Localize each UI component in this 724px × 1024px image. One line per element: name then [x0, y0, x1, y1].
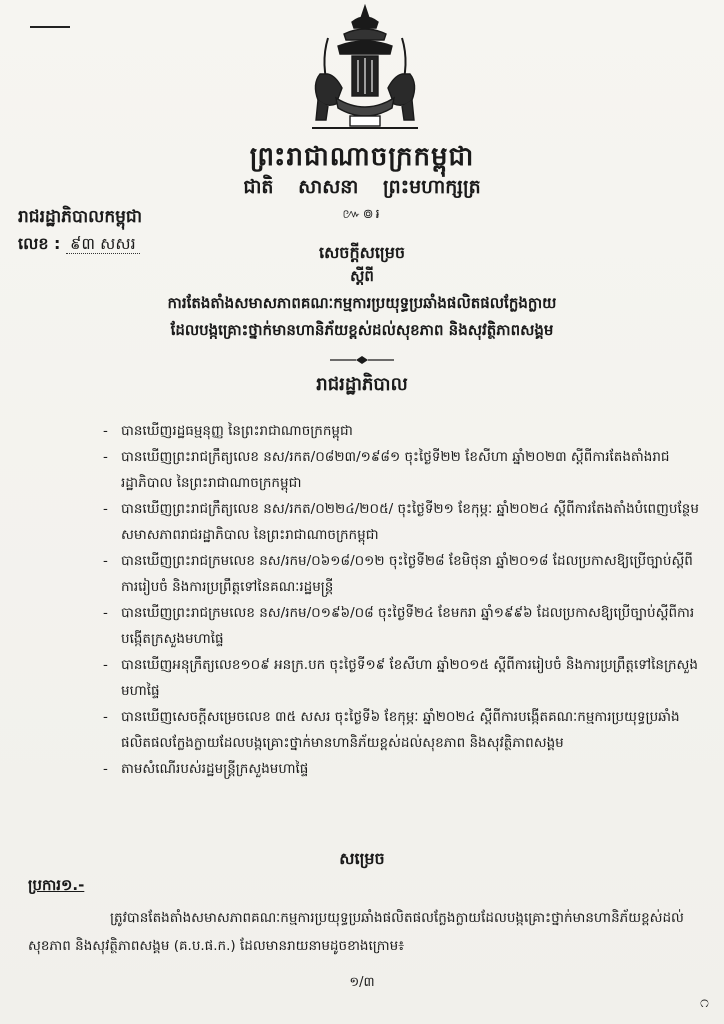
edge-mark: ೧ [700, 992, 709, 1011]
subject-line-1: ការតែងតាំងសមាសភាពគណៈកម្មការប្រយុទ្ធប្រឆាំងផលិតផលក្លែងក្លាយ [167, 294, 557, 312]
corner-mark [30, 26, 70, 28]
royal-emblem-icon [306, 4, 424, 136]
list-item: - បានឃើញព្រះរាជក្រមលេខ នស/រកម/០១៩៦/០៨ ចុះថ្ងៃទី២៤ ខែមករា ឆ្នាំ១៩៩៦ ដែលប្រកាសឱ្យប្រើច្បាប់ស្តីពីការបង្កើតក្រសួងមហាផ្ទៃ [103, 605, 695, 647]
document-type: សេចក្តីសម្រេច [318, 243, 405, 262]
national-motto: ជាតិ សាសនា ព្រះមហាក្សត្រ [243, 176, 481, 198]
list-item: - បានឃើញព្រះរាជក្រមលេខ នស/រកម/០៦១៨/០១២ ចុះថ្ងៃទី២៨ ខែមិថុនា ឆ្នាំ២០១៨ ដែលប្រកាសឱ្យប្រើច្បាប់ស្តីពីការរៀបចំ និងការប្រព្រឹត្តទៅនៃគណៈរដ្ឋមន្ត្រី [103, 553, 693, 595]
page-number: ១/៣ [349, 975, 375, 990]
number-label: លេខ : [18, 234, 61, 253]
issuing-authority: រាជរដ្ឋាភិបាលកម្ពុជា [18, 207, 143, 227]
decision-heading: សម្រេច [339, 849, 385, 868]
reference-list [103, 418, 703, 782]
article-label: ប្រការ១.- [28, 876, 85, 894]
kingdom-name: ព្រះរាជាណាចក្រកម្ពុជា [249, 142, 475, 172]
subject-about: ស្តីពី [350, 267, 374, 285]
number-value: ៩៣ សសរ [66, 234, 140, 254]
article-text: ត្រូវបានតែងតាំងសមាសភាពគណៈកម្មការប្រយុទ្ធប្រឆាំងផលិតផលក្លែងក្លាយដែលបង្កគ្រោះថ្នាក់មានហានិភ័យខ្ពស់ដល់សុខភាព និងសុវត្ថិភាពសង្គម (គ.ប.ផ.ក.) ដែលមានរាយនាមដូចខាងក្រោម៖ [28, 910, 684, 954]
list-item: - បានឃើញព្រះរាជក្រឹត្យលេខ នស/រកត/០៨២៣/១៩៨១ ចុះថ្ងៃទី២២ ខែសីហា ឆ្នាំ២០២៣ ស្តីពីការតែងតាំងរាជរដ្ឋាភិបាល នៃព្រះរាជាណាចក្រកម្ពុជា [103, 449, 670, 491]
subject-line-2: ដែលបង្កគ្រោះថ្នាក់មានហានិភ័យខ្ពស់ដល់សុខភាព និងសុវត្ថិភាពសង្គម [170, 321, 554, 339]
list-item: - បានឃើញសេចក្តីសម្រេចលេខ ៣៥ សសរ ចុះថ្ងៃទី៦ ខែកុម្ភៈ ឆ្នាំ២០២៤ ស្តីពីការបង្កើតគណៈកម្មការប្រយុទ្ធប្រឆាំងផលិតផលក្លែងក្លាយដែលបង្កគ្រោះថ្នាក់មានហានិភ័យខ្ពស់ដល់សុខភាព និងសុវត្ថិភាពសង្គម [103, 709, 680, 751]
list-item: - បានឃើញព្រះរាជក្រឹត្យលេខ នស/រកត/០២២៤/២០៥/ ចុះថ្ងៃទី២១ ខែកុម្ភៈ ឆ្នាំ២០២៤ ស្តីពីការតែងតាំងបំពេញបន្ថែមសមាសភាពរាជរដ្ឋាភិបាល នៃព្រះរាជាណាចក្រកម្ពុជា [103, 501, 699, 543]
header-ornament: ៚៙៛ [342, 207, 382, 222]
list-item: - បានឃើញរដ្ឋធម្មនុញ្ញ នៃព្រះរាជាណាចក្រកម្ពុជា [103, 423, 353, 439]
government-heading: រាជរដ្ឋាភិបាល [316, 374, 408, 395]
list-item: - បានឃើញអនុក្រឹត្យលេខ១០៩ អនក្រ.បក ចុះថ្ងៃទី១៩ ខែសីហា ឆ្នាំ២០១៥ ស្តីពីការរៀបចំ និងការប្រព្រឹត្តទៅនៃក្រសួងមហាផ្ទៃ [103, 657, 698, 699]
ornament-divider [330, 356, 394, 364]
list-item: - តាមសំណើរបស់រដ្ឋមន្ត្រីក្រសួងមហាផ្ទៃ [103, 761, 309, 777]
